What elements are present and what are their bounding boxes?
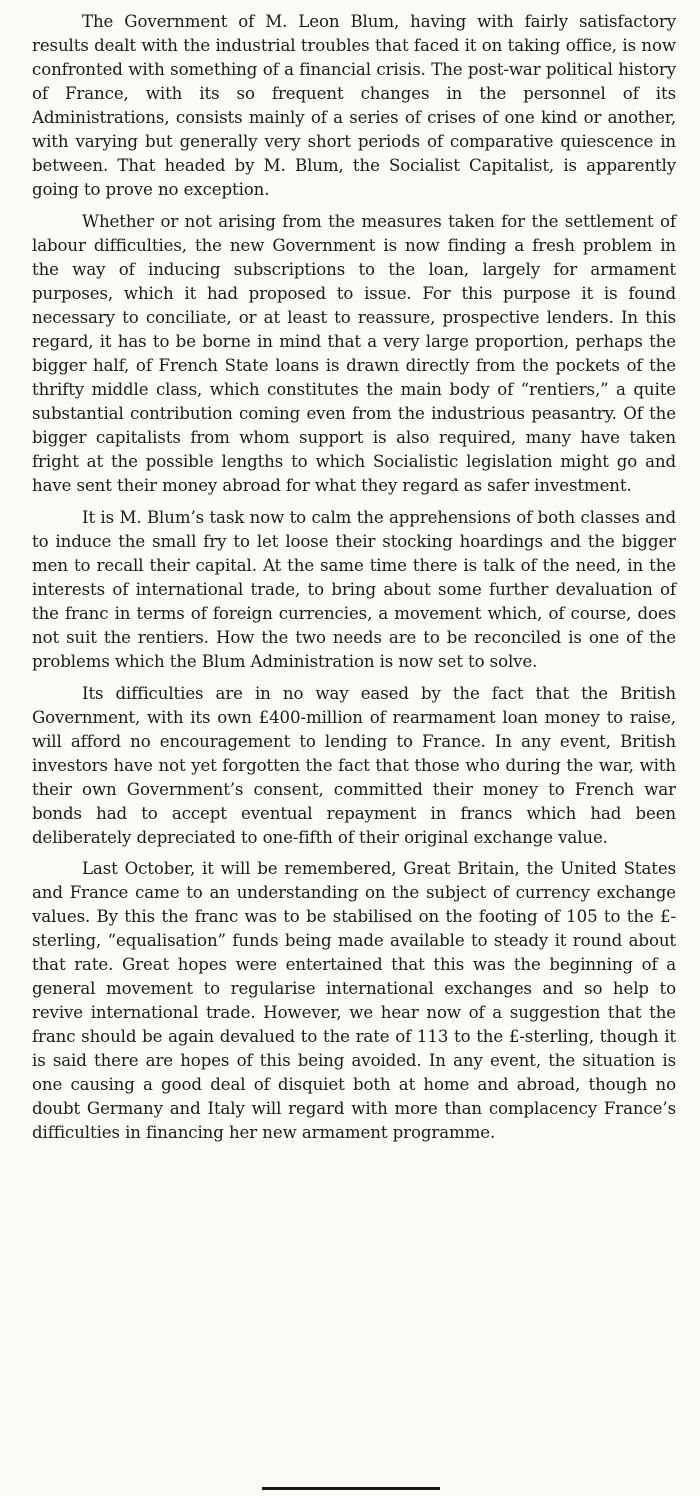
article-column (32, 10, 676, 1153)
article-paragraph-5: Last October, it will be remembered, Great Britain, the United States and France came to an understanding on the subject of currency exchange values. By this the franc was to be stabilised on the footing of 105 to the £-sterling, “equalisation” funds being made available to steady it round about that rate. Great hopes were entertained that this was the beginning of a general movement to regularise international exchanges and so help to revive international trade. However, we hear now of a suggestion that the franc should be again devalued to the rate of 113 to the £-sterling, though it is said there are hopes of this being avoided. In any event, the situation is one causing a good deal of disquiet both at home and abroad, though no doubt Germany and Italy will regard with more than complacency France’s difficulties in financing her new armament programme. (32, 859, 676, 1142)
article-paragraph-1: The Government of M. Leon Blum, having with fairly satisfactory results dealt with the industrial troubles that faced it on taking office, is now confronted with something of a financial crisis. The post-war political history of France, with its so frequent changes in the personnel of its Administrations, consists mainly of a series of crises of one kind or another, with varying but generally very short periods of comparative quiescence in between. That headed by M. Blum, the Socialist Capitalist, is apparently going to prove no exception. (32, 12, 676, 199)
section-divider-rule (262, 1487, 440, 1490)
article-paragraph-3: It is M. Blum’s task now to calm the apprehensions of both classes and to induce the small fry to let loose their stocking hoardings and the bigger men to recall their capital. At the same time there is talk of the need, in the interests of international trade, to bring about some further devaluation of the franc in terms of foreign currencies, a movement which, of course, does not suit the rentiers. How the two needs are to be reconciled is one of the problems which the Blum Administration is now set to solve. (32, 508, 676, 671)
article-paragraph-2: Whether or not arising from the measures taken for the settlement of labour difficulties, the new Government is now finding a fresh problem in the way of inducing subscriptions to the loan, largely for armament purposes, which it had proposed to issue. For this purpose it is found necessary to conciliate, or at least to reassure, prospective lenders. In this regard, it has to be borne in mind that a very large proportion, perhaps the bigger half, of French State loans is drawn directly from the pockets of the thrifty middle class, which constitutes the main body of “rentiers,” a quite substantial contribution coming even from the industrious peasantry. Of the bigger capitalists from whom support is also required, many have taken fright at the possible lengths to which Socialistic legislation might go and have sent their money abroad for what they regard as safer investment. (32, 212, 676, 495)
article-paragraph-4: Its difficulties are in no way eased by the fact that the British Government, with its own £400-million of rearmament loan money to raise, will afford no encouragement to lending to France. In any event, British investors have not yet forgotten the fact that those who during the war, with their own Government’s consent, committed their money to French war bonds had to accept eventual repayment in francs which had been deliberately depreciated to one-fifth of their original exchange value. (32, 684, 676, 847)
